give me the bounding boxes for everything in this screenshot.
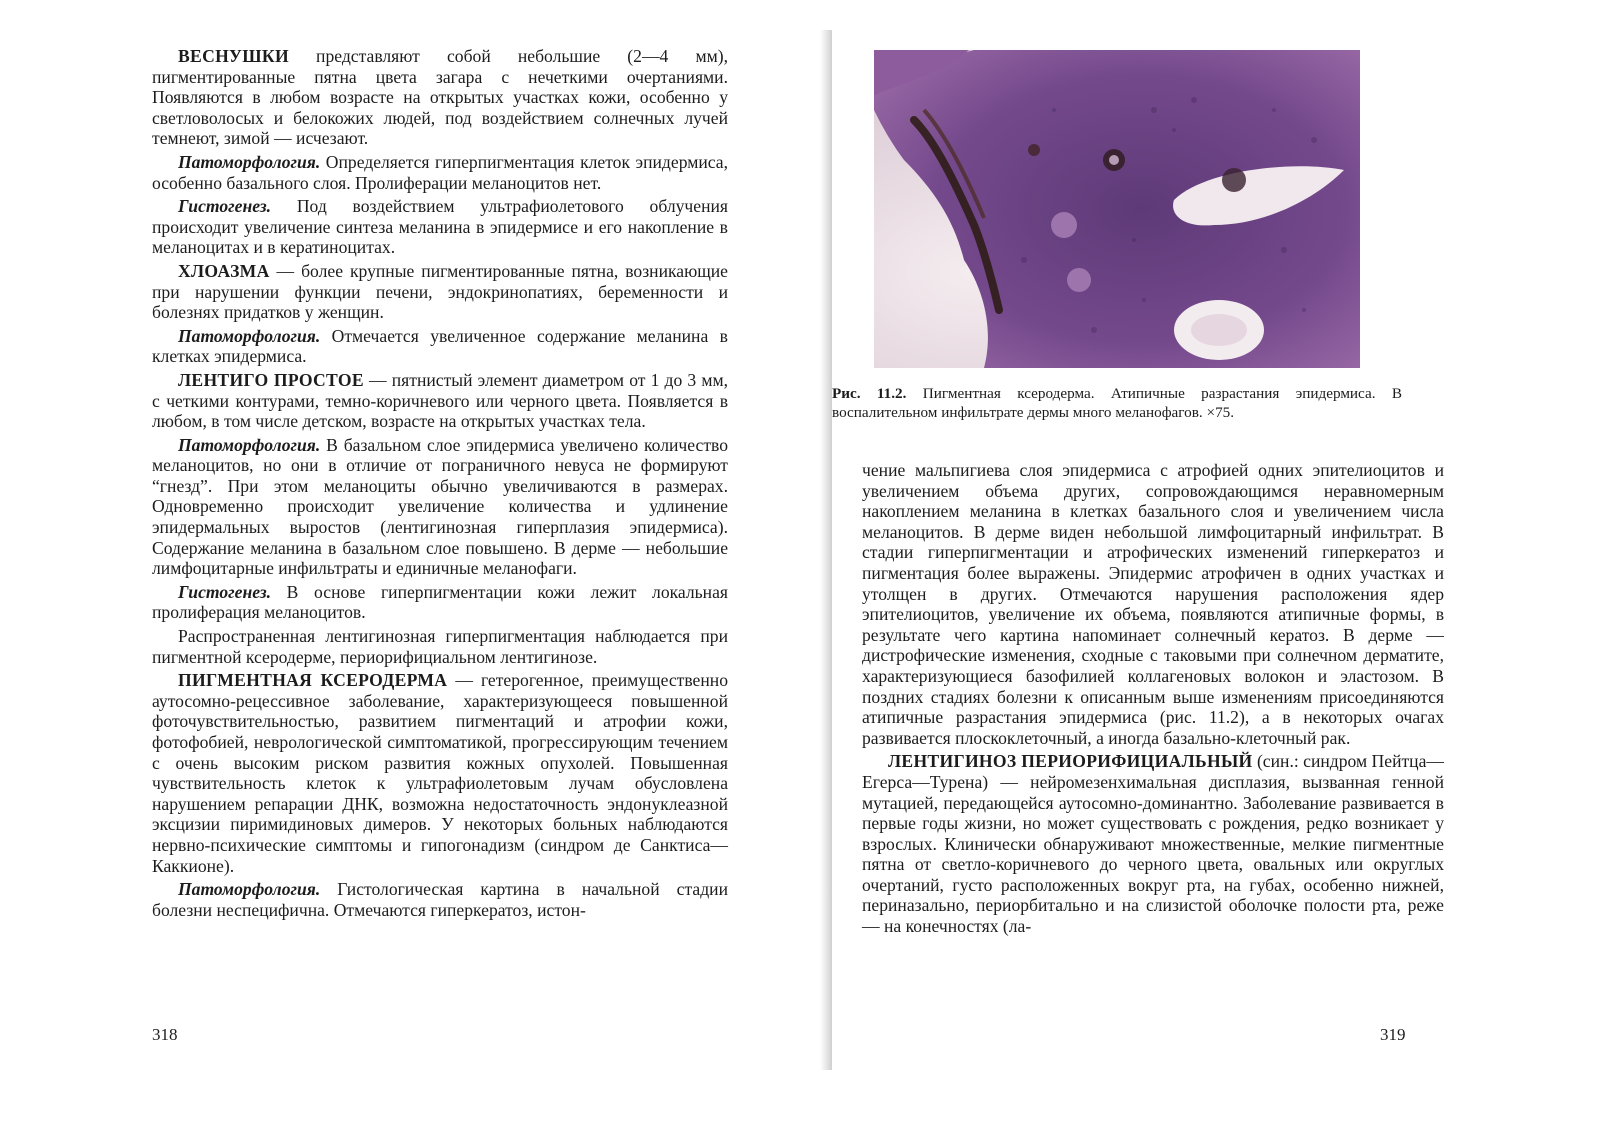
- paragraph-xeroderma-continued: чение мальпигиева слоя эпидермиса с атрофией одних эпителиоцитов и увеличением объема других, сопровождающимся неравномерным накоплением меланина в клетках базального слоя и увеличением числа меланоцитов. В дерме виден небольшой лимфоцитарный инфильтрат. В стадии гиперпигментации и атрофических изменений гиперкератоз и пигментация более выражены. Эпидермис атрофичен в одних участках и утолщен в других. Отмечаются нарушения расположения ядер эпителиоцитов, увеличение их объема, появляются атипичные формы, в результате чего картина напоминает солнечный кератоз. В дерме — дистрофические изменения, сходные с таковыми при солнечном дерматите, характеризующиеся базофилией коллагеновых волокон и эластозом. В поздних стадиях болезни к описанным выше изменениям присоединяются атипичные разрастания эпидермиса (рис. 11.2), а в некоторых очагах развивается плоскоклеточный, а иногда базально-клеточный рак.: [862, 460, 1444, 748]
- term-freckles: ВЕСНУШКИ: [178, 46, 289, 66]
- term-periorificial-lentiginosis: ЛЕНТИГИНОЗ ПЕРИОРИФИЦИАЛЬНЫЙ: [888, 751, 1253, 772]
- paragraph-lentigo: ЛЕНТИГО ПРОСТОЕ — пятнистый элемент диаметром от 1 до 3 мм, с четкими контурами, темно-коричневого или черного цвета. Появляется в любом, в том числе детском, возрасте на открытых участках тела.: [152, 369, 728, 432]
- paragraph-xeroderma: ПИГМЕНТНАЯ КСЕРОДЕРМА — гетерогенное, преимущественно аутосомно-рецессивное заболевание, характеризующееся повышенной фоточувствительностью, развитием пигментаций и атрофии кожи, фотофобией, неврологической симптоматикой, прогрессирующим течением с очень высоким риском развития кожных опухолей. Повышенная чувствительность клеток к ультрафиолетовым лучам обусловлена нарушением репарации ДНК, возможна недостаточность эндонуклеазной эксцизии пиримидиновых димеров. У некоторых больных наблюдаются нервно-психические симптомы и гипогонадизм (синдром де Санктиса—Каккионе).: [152, 670, 728, 876]
- paragraph-freckles-histogenesis: Гистогенез. Под воздействием ультрафиолетового облучения происходит увеличение синтеза меланина в эпидермисе и его накопление в меланоцитах и в кератиноцитах.: [152, 196, 728, 258]
- book-spine-shadow: [820, 30, 832, 1070]
- right-page: [832, 0, 1601, 1131]
- paragraph-lentigo-pathomorphology: Патоморфология. В базальном слое эпидермиса увеличено количество меланоцитов, но они в отличие от пограничного невуса не формируют “гнезд”. При этом меланоциты обычно увеличиваются в размерах. Одновременно происходит увеличение количества и удлинение эпидермальных выростов (лентигинозная гиперплазия эпидермиса). Содержание меланина в базальном слое повышено. В дерме — небольшие лимфоцитарные инфильтраты и единичные меланофаги.: [152, 434, 728, 579]
- figure-histology-micrograph: [874, 50, 1360, 368]
- right-text-column: [862, 460, 1444, 937]
- paragraph-freckles: ВЕСНУШКИ представляют собой небольшие (2—4 мм), пигментированные пятна цвета загара с нечеткими очертаниями. Появляются в любом возрасте на открытых участках кожи, особенно у светловолосых и белокожих людей, под воздействием солнечных лучей темнеют, зимой — исчезают.: [152, 46, 728, 149]
- paragraph-chloasma: ХЛОАЗМА — более крупные пигментированные пятна, возникающие при нарушении функции печени, эндокринопатиях, беременности и болезнях придатков у женщин.: [152, 260, 728, 323]
- paragraph-periorificial-lentiginosis: ЛЕНТИГИНОЗ ПЕРИОРИФИЦИАЛЬНЫЙ (син.: синдром Пейтца—Егерса—Турена) — нейромезенхимальная дисплазия, вызванная генной мутацией, передающейся аутосомно-доминантно. Заболевание развивается в первые годы жизни, но может существовать с рождения, редко возникает у взрослых. Клинически обнаруживают множественные, мелкие пигментные пятна от светло-коричневого до черного цвета, овальных или округлых очертаний, густо расположенных вокруг рта, на губах, особенно нижней, периназально, периорбитально и на слизистой оболочке полости рта, реже — на конечностях (ла-: [862, 751, 1444, 937]
- page-number-right: 319: [1380, 1025, 1406, 1044]
- paragraph-lentiginous-hyperpigmentation: Распространенная лентигинозная гиперпигментация наблюдается при пигментной ксеродерме, периорифициальном лентигинозе.: [152, 626, 728, 667]
- paragraph-xeroderma-pathomorphology: Патоморфология. Гистологическая картина в начальной стадии болезни неспецифична. Отмечаются гиперкератоз, истон-: [152, 879, 728, 920]
- term-lentigo: ЛЕНТИГО ПРОСТОЕ: [178, 369, 364, 390]
- term-chloasma: ХЛОАЗМА: [178, 260, 270, 281]
- page-number-left: 318: [152, 1025, 178, 1044]
- paragraph-chloasma-pathomorphology: Патоморфология. Отмечается увеличенное содержание меланина в клетках эпидермиса.: [152, 325, 728, 367]
- term-xeroderma: ПИГМЕНТНАЯ КСЕРОДЕРМА: [178, 670, 448, 691]
- figure-caption: Рис. 11.2. Пигментная ксеродерма. Атипичные разрастания эпидермиса. В воспалительном инфильтрате дермы много меланофагов. ×75.: [832, 385, 1402, 421]
- left-text-column: [152, 46, 728, 920]
- histology-micrograph-icon: [874, 50, 1360, 368]
- paragraph-lentigo-histogenesis: Гистогенез. В основе гиперпигментации кожи лежит локальная пролиферация меланоцитов.: [152, 581, 728, 623]
- paragraph-freckles-pathomorphology: Патоморфология. Определяется гиперпигментация клеток эпидермиса, особенно базального слоя. Пролиферации меланоцитов нет.: [152, 151, 728, 193]
